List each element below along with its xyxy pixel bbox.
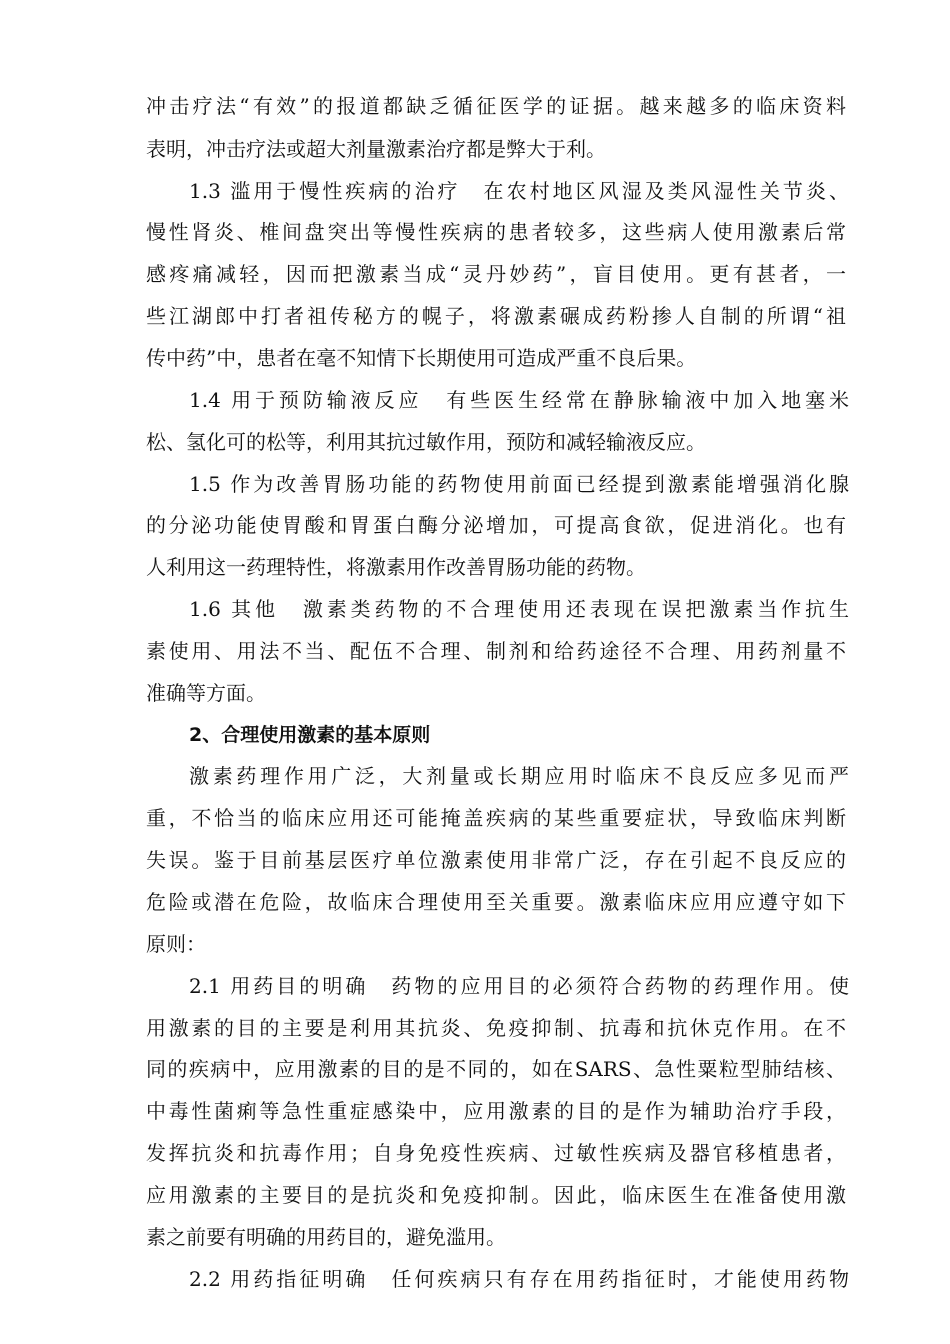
text-line: 冲击疗法“有效”的报道都缺乏循征医学的证据。越来越多的临床资料 (146, 94, 846, 118)
text-line: 慢性肾炎、椎间盘突出等慢性疾病的患者较多，这些病人使用激素后常 (146, 220, 846, 244)
text-line: 1.6 其他 激素类药物的不合理使用还表现在误把激素当作抗生 (189, 597, 849, 621)
text-line: 2.2 用药指征明确 任何疾病只有存在用药指征时，才能使用药物 (189, 1267, 849, 1291)
text-line: 1.4 用于预防输液反应 有些医生经常在静脉输液中加入地塞米 (189, 388, 849, 412)
text-line: 2.1 用药目的明确 药物的应用目的必须符合药物的药理作用。使 (189, 974, 849, 998)
text-line: 表明，冲击疗法或超大剂量激素治疗都是弊大于利。 (146, 137, 606, 161)
text-line: 松、氢化可的松等，利用其抗过敏作用，预防和减轻输液反应。 (146, 430, 706, 454)
text-line: 素使用、用法不当、配伍不合理、制剂和给药途径不合理、用药剂量不 (146, 639, 846, 663)
text-line: 些江湖郎中打者祖传秘方的幌子，将激素碾成药粉掺人自制的所谓“祖 (146, 304, 846, 328)
text-line: 人利用这一药理特性，将激素用作改善胃肠功能的药物。 (146, 555, 646, 579)
text-line: 应用激素的主要目的是抗炎和免疫抑制。因此，临床医生在准备使用激 (146, 1183, 846, 1207)
text-line: 激素药理作用广泛，大剂量或长期应用时临床不良反应多见而严 (189, 764, 849, 788)
text-line: 的分泌功能使胃酸和胃蛋白酶分泌增加，可提高食欲，促进消化。也有 (146, 513, 846, 537)
text-line: 素之前要有明确的用药目的，避免滥用。 (146, 1225, 506, 1249)
text-line: 发挥抗炎和抗毒作用；自身免疫性疾病、过敏性疾病及器官移植患者， (146, 1141, 846, 1165)
text-line: 同的疾病中，应用激素的目的是不同的，如在SARS、急性粟粒型肺结核、 (146, 1057, 846, 1081)
text-line: 传中药”中，患者在毫不知情下长期使用可造成严重不良后果。 (146, 346, 697, 370)
text-line: 原则： (146, 932, 206, 956)
text-line: 感疼痛减轻，因而把激素当成“灵丹妙药”，盲目使用。更有甚者，一 (146, 262, 846, 286)
text-line: 1.5 作为改善胃肠功能的药物使用前面已经提到激素能增强消化腺 (189, 472, 849, 496)
text-line: 中毒性菌痢等急性重症感染中，应用激素的目的是作为辅助治疗手段， (146, 1099, 846, 1123)
text-line: 1.3 滥用于慢性疾病的治疗 在农村地区风湿及类风湿性关节炎、 (189, 179, 849, 203)
text-line: 失误。鉴于目前基层医疗单位激素使用非常广泛，存在引起不良反应的 (146, 848, 846, 872)
text-line: 危险或潜在危险，故临床合理使用至关重要。激素临床应用应遵守如下 (146, 890, 846, 914)
text-line: 准确等方面。 (146, 681, 266, 705)
section-heading: 2、合理使用激素的基本原则 (189, 724, 431, 746)
text-line: 重，不恰当的临床应用还可能掩盖疾病的某些重要症状，导致临床判断 (146, 806, 846, 830)
text-line: 用激素的目的主要是利用其抗炎、免疫抑制、抗毒和抗休克作用。在不 (146, 1016, 846, 1040)
